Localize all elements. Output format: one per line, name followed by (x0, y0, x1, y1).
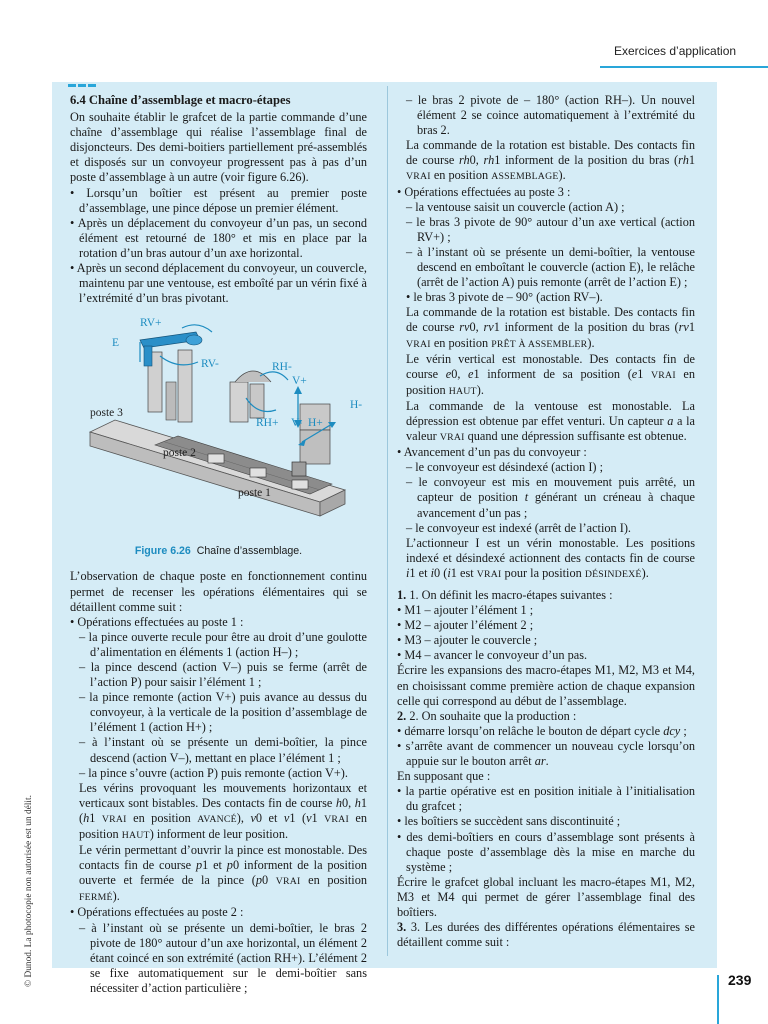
label-v-plus: V+ (292, 375, 307, 388)
intro-bullet: • Après un déplacement du convoyeur d’un pas, un second élément est retourné de 180° et mis en place par la rotation d’un bras autour d’un axe horizontal. (70, 215, 367, 260)
label-h-minus: H- (350, 399, 363, 412)
label-poste1: poste 1 (238, 487, 271, 500)
poste3-rotation-note: La commande de la rotation est bistable. Des contacts fin de course rv0, rv1 informent de la position du bras (rv1 VRAI en position PRÊT À ASSEMBLER). (406, 305, 696, 350)
header-rule (600, 66, 768, 68)
intro-paragraph: On souhaite établir le grafcet de la partie commande d’une chaîne d’assemblage qui réalise l’assemblage final de disjoncteurs. Des demi-boitiers partiellement pré-assemblés et disposés sur un convoyeur progressent pas à pas d’un poste d’assemblage à un autre (voir figure 6.26). (70, 110, 367, 185)
poste2-step: – le bras 2 pivote de – 180° (action RH–). Un nouvel élément 2 se coince automatiquement à l’extrémité du bras 2. (406, 93, 695, 138)
poste3-heading: • Opérations effectuées au poste 3 : (397, 184, 571, 199)
label-poste2: poste 2 (163, 447, 196, 460)
question-2-heading: 2. 2. On souhaite que la production : (397, 708, 577, 723)
figure-caption-text: Chaîne d’assemblage. (196, 545, 303, 558)
macro-step-item: • M4 – avancer le convoyeur d’un pas. (397, 648, 588, 663)
section-title: 6.4 Chaîne d’assemblage et macro-étapes (70, 93, 291, 107)
assembly-chain-figure (70, 312, 367, 538)
question-2-assumption-heading: En supposant que : (397, 769, 491, 784)
label-poste3: poste 3 (90, 407, 123, 420)
figure-caption (70, 544, 367, 559)
conveyor-step: – le convoyeur est mis en mouvement puis arrêté, un capteur de position t générant un créneau à chaque avancement d’un pas ; (406, 475, 696, 520)
question-2-assumption: • des demi-boîtiers en cours d’assemblage sont présents à chaque poste d’assemblage dès la mise en marche du système ; (397, 829, 695, 874)
poste1-sensor-note: Les vérins provoquant les mouvements horizontaux et verticaux sont bistables. Des contacts fin de course h0, h1 (h1 VRAI en position AVANCÉ), v0 et v1 (v1 VRAI en position HAUT) informent de leur position. (79, 780, 367, 841)
observation-paragraph: L’observation de chaque poste en fonctionnement continu permet de recenser les opérations élémentaires qui se détaillent comme suit : (70, 569, 367, 614)
question-3-text: 3. 3. Les durées des différentes opérations élémentaires se détaillent comme suit : (397, 920, 695, 950)
poste3-step: – à l’instant où se présente un demi-boîtier, la ventouse descend en emboîtant le couvercle (action E), le relâche (arrêt de l’action A) puis remonte (arrêt de l’action E) ; (406, 244, 695, 290)
macro-step-item: • M2 – ajouter l’élément 2 ; (397, 618, 534, 633)
poste1-gripper-note: Le vérin permettant d’ouvrir la pince est monostable. Des contacts fin de course p1 et p0 informent de la position ouverte et fermée de la pince (p0 VRAI en position FERMÉ). (79, 843, 367, 904)
page-number-rule (717, 975, 719, 1024)
panel-decoration (68, 84, 96, 87)
label-rv-plus: RV+ (140, 317, 162, 330)
right-column (397, 93, 695, 950)
poste3-vertical-note: Le vérin vertical est monostable. Des contacts fin de course e0, e1 informent de sa position (e1 VRAI en position HAUT). (406, 351, 696, 397)
label-v-minus: V- (291, 417, 303, 430)
poste3-suction-note: La commande de la ventouse est monostable. La dépression est obtenue par effet venturi. Un capteur a a la valeur VRAI quand une dépression suffisante est obtenue. (406, 398, 695, 444)
conveyor-step: – le convoyeur est indexé (arrêt de l’action I). (406, 520, 632, 535)
conveyor-actuator-note: L’actionneur I est un vérin monostable. Les positions indexé et désindexé actionnent des contacts fin de course i1 et i0 (i1 est VRAI pour la position DÉSINDEXÉ). (406, 535, 695, 580)
poste2-step: – à l’instant où se présente un demi-boîtier, le bras 2 pivote de 180° autour d’un axe horizontal, un élément 2 étant coincé en son extrémité (action RH+). L’élément 2 se fixe automatiquement sur le demi-boîtier sans nécessiter d’action particulière ; (79, 920, 367, 995)
intro-bullet: • Lorsqu’un boîtier est présent au premier poste d’assemblage, une pince dépose un premier élément. (70, 185, 367, 215)
question-2-assumption: • la partie opérative est en position initiale à l’initialisation du grafcet ; (397, 784, 695, 814)
question-2-text: Écrire le grafcet global incluant les macro-étapes M1, M2, M3 et M4 qui permet de gérer l’assemblage final des boîtiers. (397, 874, 695, 919)
column-divider (387, 86, 388, 956)
assembly-chain-drawing (70, 312, 367, 538)
poste2-rotation-note: La commande de la rotation est bistable. Des contacts fin de course rh0, rh1 informent de la position du bras (rh1 VRAI en position ASSEMBLAGE). (406, 138, 696, 183)
label-rh-minus: RH- (272, 361, 292, 374)
left-column (70, 93, 367, 996)
poste1-step: – à l’instant où se présente un demi-boîtier, la pince descend (action V–), mettant en place l’élément 1 ; (79, 735, 367, 765)
intro-bullet: • Après un second déplacement du convoyeur, un couvercle, maintenu par une ventouse, est emboîté par un vérin fixé à l’extrémité d’un bras pivotant. (70, 261, 367, 306)
poste3-step: – la ventouse saisit un couvercle (action A) ; (406, 199, 625, 214)
question-2-item: • s’arrête avant de commencer un nouveau cycle lorsqu’on appuie sur le bouton arrêt ar. (397, 738, 695, 769)
running-header: Exercices d’application (614, 44, 737, 58)
question-2-item: • démarre lorsqu’on relâche le bouton de départ cycle dcy ; (397, 723, 687, 738)
poste3-step: • le bras 3 pivote de – 90° (action RV–). (406, 290, 603, 305)
poste1-step: – la pince s’ouvre (action P) puis remonte (action V+). (79, 765, 348, 780)
figure-number: Figure 6.26 (134, 545, 191, 558)
poste2-heading: • Opérations effectuées au poste 2 : (70, 905, 244, 920)
conveyor-heading: • Avancement d’un pas du convoyeur : (397, 445, 587, 460)
label-h-plus: H+ (308, 417, 323, 430)
conveyor-step: – le convoyeur est désindexé (action I) ; (406, 460, 604, 475)
macro-step-item: • M3 – ajouter le couvercle ; (397, 633, 538, 648)
label-rh-plus: RH+ (256, 417, 279, 430)
label-e: E (112, 337, 120, 350)
question-1-text: Écrire les expansions des macro-étapes M1, M2, M3 et M4, en choisissant comme première action de chaque expansion celle qui correspond au début de l’assemblage. (397, 663, 695, 708)
question-1-heading: 1. 1. On définit les macro-étapes suivantes : (397, 588, 613, 602)
poste1-step: – la pince remonte (action V+) puis avance au dessus du convoyeur, à la verticale de la position d’assemblage de l’élément 1 (action H+) ; (79, 690, 367, 735)
macro-step-item: • M1 – ajouter l’élément 1 ; (397, 603, 534, 618)
question-2-assumption: • les boîtiers se succèdent sans discontinuité ; (397, 814, 621, 829)
label-rv-minus: RV- (201, 358, 219, 371)
copyright-side-note: © Dunod. La photocopie non autorisée est un délit. (24, 795, 34, 987)
page-number: 239 (728, 972, 752, 988)
poste3-step: – le bras 3 pivote de 90° autour d’un axe vertical (action RV+) ; (406, 214, 695, 244)
poste1-step: – la pince descend (action V–) puis se ferme (arrêt de l’action P) pour saisir l’élément 1 ; (79, 659, 367, 690)
poste1-heading: • Opérations effectuées au poste 1 : (70, 614, 244, 629)
poste1-step: – la pince ouverte recule pour être au droit d’une goulotte d’alimentation en éléments 1 (action H–) ; (79, 629, 367, 659)
